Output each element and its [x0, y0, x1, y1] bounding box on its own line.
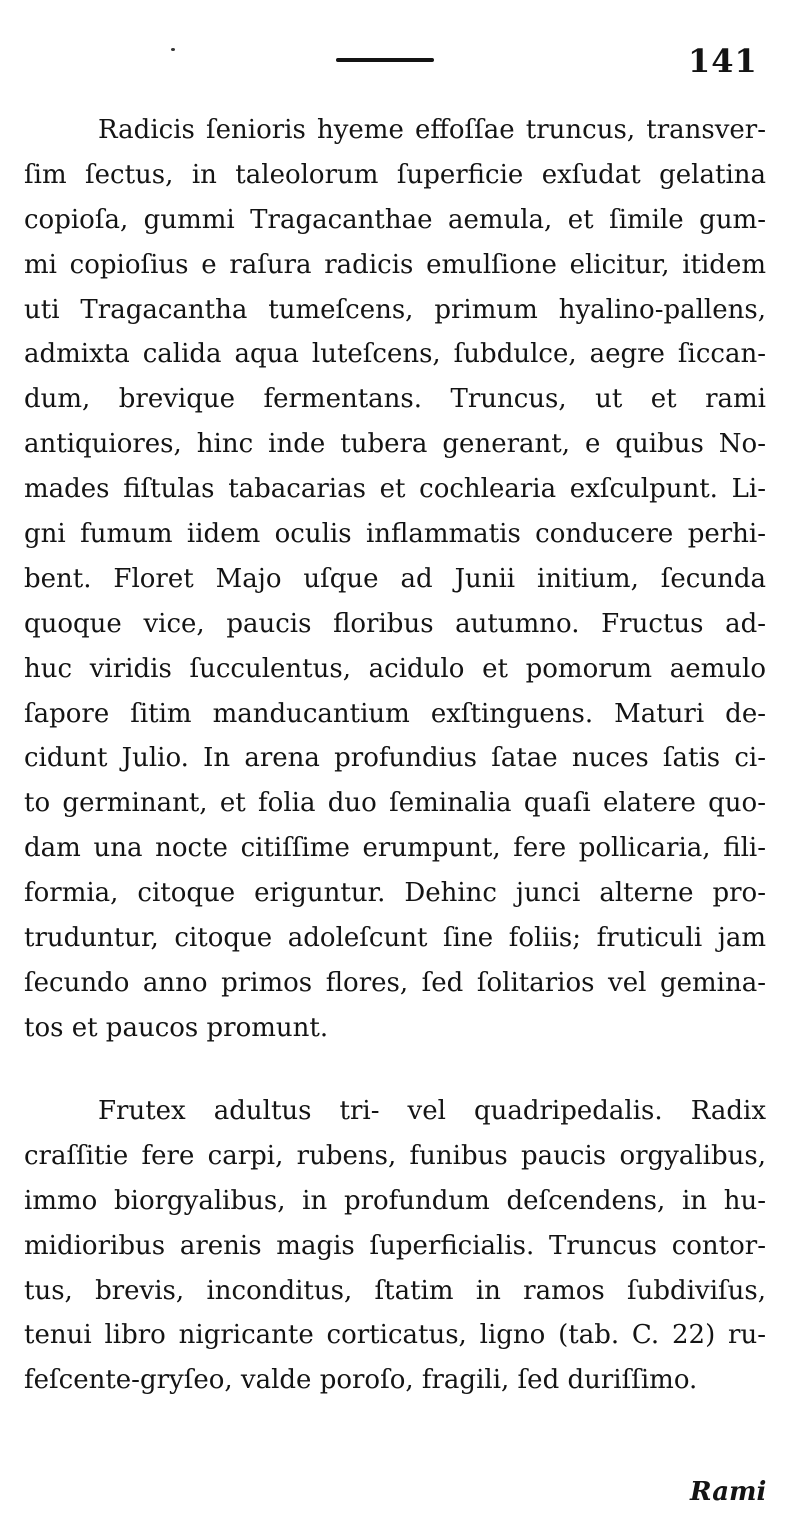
- text-line: ſecundo anno primos flores, ſed ſolitarios vel gemina-: [24, 967, 766, 998]
- catchword: Rami: [690, 1477, 767, 1507]
- text-line: feſcente-gryſeo, valde poroſo, fragili, ſed duriſſimo.: [24, 1365, 698, 1396]
- text-line: midioribus arenis magis ſuperficialis. Truncus contor-: [24, 1230, 766, 1261]
- text-line: tos et paucos promunt.: [24, 1012, 329, 1043]
- text-line: to germinant, et folia duo ſeminalia quaſi elatere quo-: [24, 788, 766, 819]
- ink-speck: [171, 48, 175, 51]
- text-line: mades fiſtulas tabacarias et cochlearia exſculpunt. Li-: [24, 474, 766, 505]
- text-line: ſim ſectus, in taleolorum ſuperficie exſudat gelatina: [24, 159, 766, 190]
- text-line: dum, brevique fermentans. Truncus, ut et rami: [24, 384, 766, 415]
- text-line: formia, citoque eriguntur. Dehinc junci alterne pro-: [24, 878, 766, 909]
- text-line: truduntur, citoque adoleſcunt ſine foliis; fruticuli jam: [24, 923, 766, 954]
- text-line: huc viridis ſucculentus, acidulo et pomorum aemulo: [24, 653, 766, 684]
- text-line: craſſitie fere carpi, rubens, funibus paucis orgyalibus,: [24, 1140, 766, 1171]
- text-line: Frutex adultus tri- vel quadripedalis. Radix: [98, 1096, 766, 1126]
- text-line: dam una nocte citiſſime erumpunt, fere pollicaria, fili-: [24, 833, 766, 864]
- paragraph-2: [24, 1089, 766, 1403]
- text-line: Radicis ſenioris hyeme effoſſae truncus, transver-: [98, 115, 766, 145]
- text-line: ſapore ſitim manducantium exſtinguens. Maturi de-: [24, 698, 766, 729]
- page-number: 141: [688, 42, 758, 80]
- text-line: admixta calida aqua luteſcens, ſubdulce, aegre ſiccan-: [24, 339, 766, 370]
- text-line: tenui libro nigricante corticatus, ligno (tab. C. 22) ru-: [24, 1320, 766, 1351]
- text-line: immo biorgyalibus, in profundum deſcendens, in hu-: [24, 1185, 766, 1216]
- text-line: gni fumum iidem oculis inflammatis conducere perhi-: [24, 519, 766, 550]
- text-line: uti Tragacantha tumeſcens, primum hyalino-pallens,: [24, 294, 766, 325]
- text-line: quoque vice, paucis floribus autumno. Fructus ad-: [24, 608, 766, 639]
- paragraph-1: [24, 108, 766, 1051]
- text-line: antiquiores, hinc inde tubera generant, e quibus No-: [24, 429, 766, 460]
- text-line: bent. Floret Majo uſque ad Junii initium, ſecunda: [24, 563, 766, 594]
- text-line: copioſa, gummi Tragacanthae aemula, et ſimile gum-: [24, 204, 766, 235]
- text-line: cidunt Julio. In arena profundius ſatae nuces ſatis ci-: [24, 743, 766, 774]
- text-line: mi copioſius e raſura radicis emulſione elicitur, itidem: [24, 249, 766, 280]
- text-line: tus, brevis, inconditus, ſtatim in ramos ſubdiviſus,: [24, 1275, 766, 1306]
- header-rule: [336, 58, 434, 62]
